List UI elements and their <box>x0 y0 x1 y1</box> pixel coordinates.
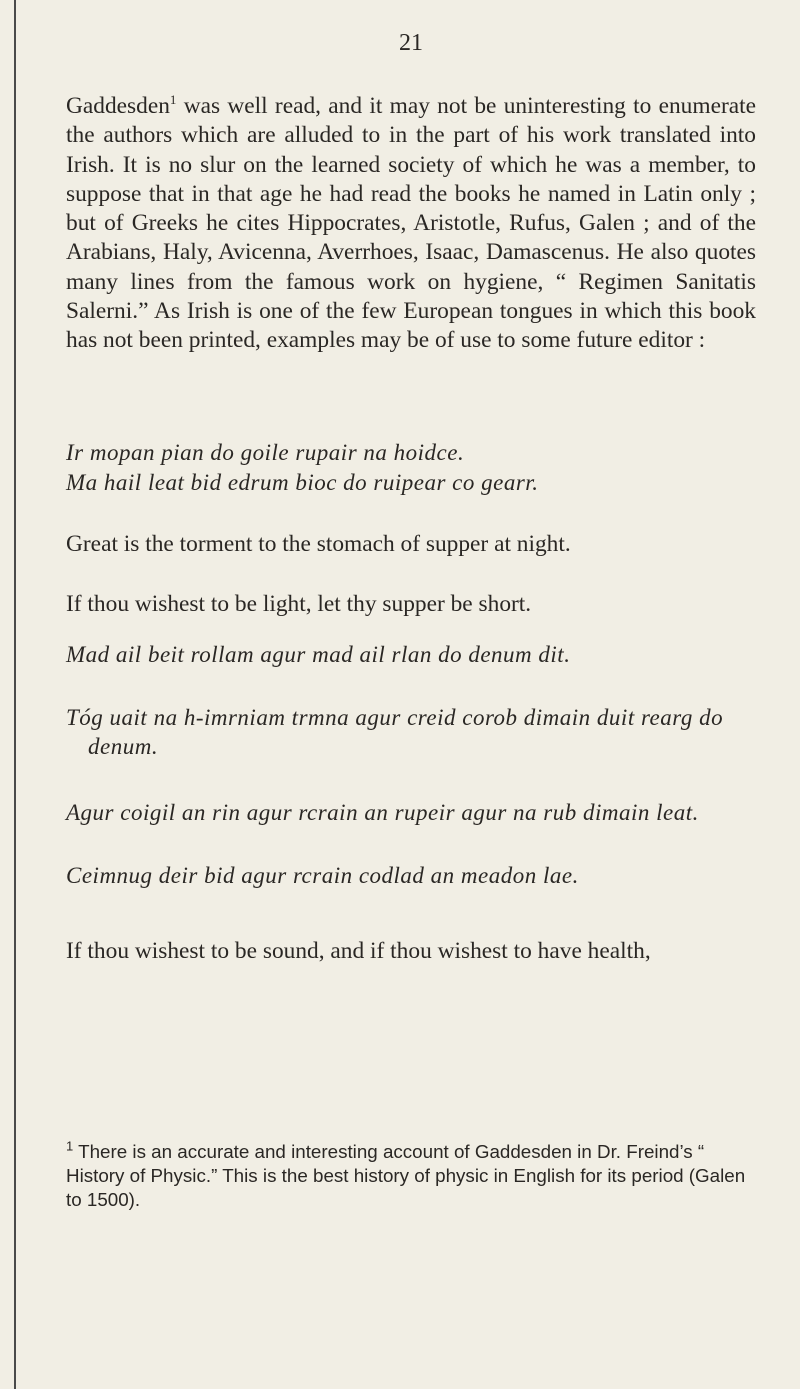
irish-verse-line: Tóg uait na h-imrniam trmna agur creid corob dimain duit rearg do denum. <box>66 705 724 759</box>
english-translation-line: Great is the torment to the stomach of supper at night. <box>66 531 571 557</box>
footnote <box>66 1140 756 1212</box>
body-text: was well read, and it may not be uninteresting to enumerate the authors which are alluded to in the part of his work translated into Irish. It is no slur on the learned society of which he was a member, to suppose that in that age he had read the books he named in Latin only ; but of Greeks he cites Hippocrates, Aristotle, Rufus, Galen ; and of the Arabians, Haly, Avicenna, Averrhoes, Isaac, Damascenus. He also quotes many lines from the famous work on hygiene, “ Regimen Sanitatis Salerni.” As Irish is one of the few European tongues in which this book has not been printed, examples may be of use to some future editor : <box>66 93 756 354</box>
irish-verse-line: Ma hail leat bid edrum bioc do ruipear co gearr. <box>66 470 539 495</box>
footnote-text: There is an accurate and interesting account of Gaddesden in Dr. Freind’s “ History of Physic.” This is the best history of physic in English for its period (Galen to 1500). <box>66 1141 746 1210</box>
body-paragraph <box>66 92 756 356</box>
irish-verse-line: Ceimnug deir bid agur rcrain codlad an meadon lae. <box>66 863 579 888</box>
footnote-reference: 1 <box>169 92 177 108</box>
body-text-lead: Gaddesden <box>66 93 170 119</box>
irish-verse-line: Mad ail beit rollam agur mad ail rlan do denum dit. <box>66 642 571 667</box>
english-translation-line: If thou wishest to be light, let thy supper be short. <box>66 591 532 617</box>
irish-verse-line: Ir mopan pian do goile rupair na hoidce. <box>66 440 465 465</box>
footnote-marker: 1 <box>66 1138 74 1154</box>
binding-edge-line <box>14 0 16 1389</box>
english-translation-line: If thou wishest to be sound, and if thou wishest to have health, <box>66 938 651 964</box>
page-number: 21 <box>399 30 423 56</box>
irish-verse-line: Agur coigil an rin agur rcrain an rupeir agur na rub dimain leat. <box>66 800 699 825</box>
